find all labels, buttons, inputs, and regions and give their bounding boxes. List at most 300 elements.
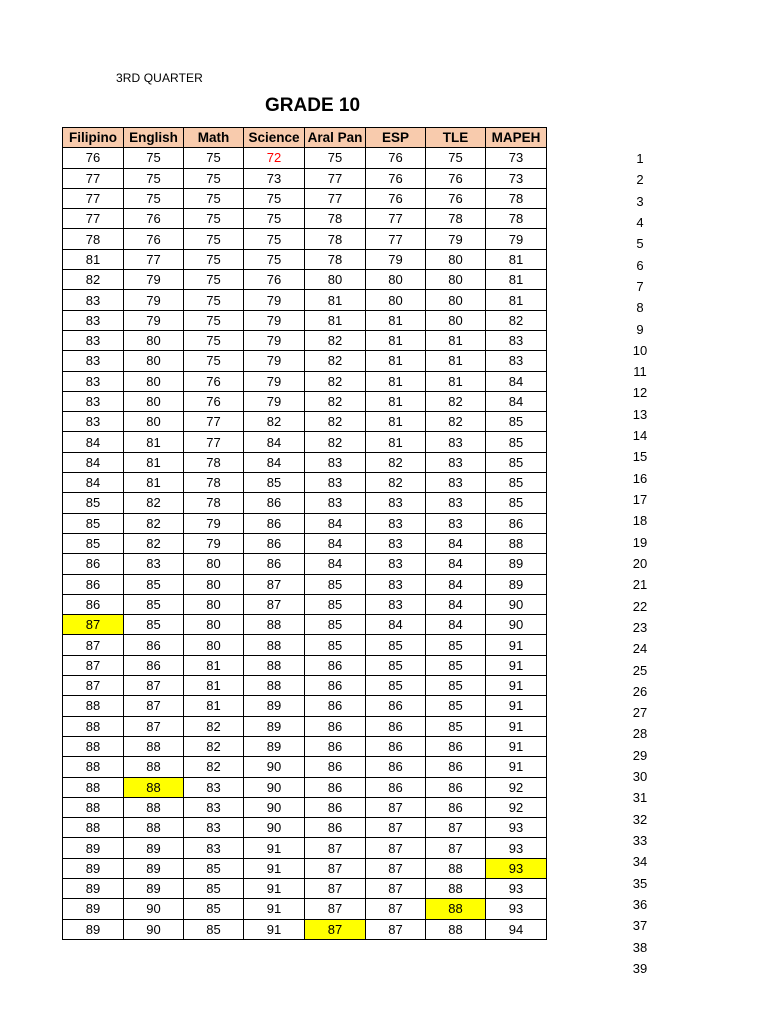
table-cell: 87 — [63, 676, 124, 696]
table-cell: 93 — [486, 899, 547, 919]
table-cell: 79 — [366, 249, 426, 269]
table-row — [63, 513, 547, 533]
table-cell: 86 — [366, 696, 426, 716]
table-cell: 78 — [305, 209, 366, 229]
table-cell: 83 — [366, 533, 426, 553]
table-row — [63, 249, 547, 269]
table-cell: 86 — [305, 655, 366, 675]
table-cell: 76 — [366, 148, 426, 168]
table-cell: 79 — [124, 270, 184, 290]
table-cell: 91 — [486, 757, 547, 777]
column-header: TLE — [426, 128, 486, 148]
table-cell: 92 — [486, 777, 547, 797]
table-cell: 88 — [63, 716, 124, 736]
table-cell: 85 — [426, 696, 486, 716]
table-cell: 75 — [184, 270, 244, 290]
table-cell: 80 — [426, 310, 486, 330]
table-cell: 85 — [366, 676, 426, 696]
table-cell: 81 — [366, 391, 426, 411]
row-number: 16 — [632, 470, 648, 486]
row-number: 11 — [633, 364, 647, 380]
table-cell: 75 — [244, 229, 305, 249]
row-number: 23 — [632, 619, 648, 635]
table-cell: 83 — [366, 594, 426, 614]
table-cell: 75 — [244, 249, 305, 269]
table-cell: 88 — [486, 533, 547, 553]
row-number: 7 — [636, 278, 644, 294]
table-body — [63, 148, 547, 940]
table-row — [63, 574, 547, 594]
table-cell: 82 — [366, 473, 426, 493]
row-number: 25 — [632, 662, 648, 678]
row-number: 38 — [632, 939, 648, 955]
table-cell: 77 — [184, 432, 244, 452]
table-cell: 80 — [366, 290, 426, 310]
table-cell: 83 — [426, 432, 486, 452]
row-number: 13 — [632, 406, 648, 422]
table-cell: 86 — [305, 696, 366, 716]
table-cell: 86 — [305, 777, 366, 797]
table-cell: 91 — [486, 736, 547, 756]
table-cell: 85 — [486, 432, 547, 452]
table-cell: 82 — [184, 716, 244, 736]
row-number: 14 — [632, 428, 648, 444]
table-cell: 86 — [244, 554, 305, 574]
table-cell: 87 — [366, 878, 426, 898]
row-number: 21 — [632, 577, 648, 593]
table-cell: 81 — [124, 432, 184, 452]
table-cell: 79 — [244, 351, 305, 371]
table-cell: 83 — [63, 351, 124, 371]
table-cell: 83 — [305, 452, 366, 472]
table-cell: 83 — [486, 351, 547, 371]
table-cell: 82 — [184, 757, 244, 777]
table-cell: 85 — [305, 594, 366, 614]
table-cell: 85 — [184, 919, 244, 939]
table-cell: 84 — [426, 574, 486, 594]
table-cell: 87 — [426, 838, 486, 858]
table-cell: 83 — [426, 513, 486, 533]
table-cell: 82 — [244, 412, 305, 432]
table-cell: 79 — [184, 513, 244, 533]
table-row — [63, 615, 547, 635]
table-cell: 77 — [124, 249, 184, 269]
table-cell: 77 — [305, 188, 366, 208]
page-title: GRADE 10 — [265, 95, 361, 116]
table-cell: 75 — [184, 310, 244, 330]
table-row — [63, 270, 547, 290]
table-row — [63, 757, 547, 777]
table-cell: 75 — [184, 209, 244, 229]
column-header: Science — [244, 128, 305, 148]
table-cell: 85 — [63, 493, 124, 513]
table-cell: 83 — [63, 330, 124, 350]
table-cell: 93 — [486, 878, 547, 898]
table-cell: 83 — [426, 473, 486, 493]
table-cell: 84 — [486, 371, 547, 391]
table-row — [63, 371, 547, 391]
table-cell: 73 — [486, 168, 547, 188]
table-cell: 75 — [244, 188, 305, 208]
table-row — [63, 797, 547, 817]
row-number: 2 — [636, 172, 644, 188]
table-cell: 78 — [305, 229, 366, 249]
table-cell: 88 — [244, 635, 305, 655]
table-cell: 81 — [124, 452, 184, 472]
table-cell: 84 — [305, 533, 366, 553]
table-header-row — [63, 128, 547, 148]
table-cell: 84 — [244, 452, 305, 472]
table-cell: 75 — [426, 148, 486, 168]
table-cell: 75 — [184, 330, 244, 350]
table-cell: 86 — [426, 736, 486, 756]
row-number: 22 — [632, 598, 648, 614]
table-cell: 85 — [184, 899, 244, 919]
table-cell: 83 — [124, 554, 184, 574]
table-cell: 80 — [426, 290, 486, 310]
table-cell: 85 — [184, 858, 244, 878]
table-row — [63, 188, 547, 208]
table-cell: 83 — [63, 310, 124, 330]
table-cell: 82 — [124, 533, 184, 553]
table-cell: 86 — [63, 594, 124, 614]
table-row — [63, 148, 547, 168]
column-header: Math — [184, 128, 244, 148]
table-cell: 80 — [124, 330, 184, 350]
table-cell: 85 — [426, 655, 486, 675]
table-cell: 80 — [184, 635, 244, 655]
row-number: 30 — [632, 769, 648, 785]
table-cell: 88 — [124, 797, 184, 817]
table-cell: 85 — [124, 615, 184, 635]
table-cell: 88 — [426, 858, 486, 878]
table-cell: 75 — [124, 188, 184, 208]
table-cell: 88 — [63, 777, 124, 797]
table-cell: 77 — [63, 168, 124, 188]
table-cell: 80 — [184, 615, 244, 635]
table-cell: 88 — [124, 757, 184, 777]
table-cell: 81 — [366, 310, 426, 330]
table-cell: 87 — [305, 899, 366, 919]
table-cell: 82 — [124, 513, 184, 533]
table-cell: 91 — [486, 676, 547, 696]
table-cell: 88 — [124, 777, 184, 797]
table-row — [63, 391, 547, 411]
table-cell: 82 — [305, 371, 366, 391]
table-row — [63, 635, 547, 655]
table-cell: 82 — [426, 391, 486, 411]
table-cell: 91 — [486, 716, 547, 736]
table-row — [63, 838, 547, 858]
quarter-label: 3RD QUARTER — [116, 71, 203, 85]
table-cell: 76 — [184, 391, 244, 411]
table-cell: 76 — [184, 371, 244, 391]
table-cell: 86 — [426, 777, 486, 797]
table-row — [63, 452, 547, 472]
table-cell: 82 — [63, 270, 124, 290]
table-row — [63, 412, 547, 432]
table-row — [63, 736, 547, 756]
table-cell: 81 — [184, 655, 244, 675]
table-cell: 76 — [124, 209, 184, 229]
table-cell: 81 — [426, 351, 486, 371]
table-cell: 83 — [366, 554, 426, 574]
row-number: 3 — [636, 193, 644, 209]
table-cell: 89 — [124, 838, 184, 858]
table-cell: 89 — [486, 574, 547, 594]
table-cell: 79 — [244, 310, 305, 330]
table-cell: 80 — [124, 371, 184, 391]
table-cell: 81 — [63, 249, 124, 269]
table-cell: 81 — [184, 696, 244, 716]
table-cell: 85 — [124, 594, 184, 614]
table-cell: 87 — [366, 838, 426, 858]
table-cell: 88 — [426, 878, 486, 898]
table-cell: 83 — [305, 473, 366, 493]
row-number: 18 — [632, 513, 648, 529]
table-cell: 88 — [426, 919, 486, 939]
table-cell: 93 — [486, 818, 547, 838]
table-cell: 80 — [305, 270, 366, 290]
table-cell: 86 — [124, 655, 184, 675]
table-cell: 83 — [63, 290, 124, 310]
row-number: 1 — [636, 151, 644, 166]
table-cell: 76 — [244, 270, 305, 290]
table-cell: 91 — [486, 655, 547, 675]
row-number: 37 — [632, 918, 648, 934]
table-cell: 73 — [486, 148, 547, 168]
table-cell: 91 — [244, 899, 305, 919]
table-cell: 87 — [366, 858, 426, 878]
row-number: 9 — [636, 321, 644, 337]
table-cell: 80 — [124, 351, 184, 371]
table-cell: 87 — [124, 696, 184, 716]
table-cell: 81 — [366, 351, 426, 371]
table-cell: 81 — [486, 249, 547, 269]
table-cell: 75 — [184, 148, 244, 168]
table-cell: 75 — [124, 148, 184, 168]
table-row — [63, 594, 547, 614]
row-number: 6 — [636, 257, 644, 273]
table-cell: 78 — [184, 493, 244, 513]
table-cell: 85 — [305, 615, 366, 635]
table-cell: 86 — [305, 736, 366, 756]
row-number: 8 — [636, 300, 644, 316]
row-number: 10 — [632, 342, 648, 358]
table-cell: 83 — [366, 574, 426, 594]
column-header: Filipino — [63, 128, 124, 148]
table-cell: 72 — [244, 148, 305, 168]
table-cell: 76 — [366, 168, 426, 188]
table-cell: 88 — [124, 736, 184, 756]
table-cell: 85 — [486, 452, 547, 472]
table-row — [63, 290, 547, 310]
table-cell: 87 — [244, 574, 305, 594]
table-cell: 75 — [124, 168, 184, 188]
table-cell: 85 — [305, 574, 366, 594]
table-cell: 90 — [486, 615, 547, 635]
table-cell: 85 — [426, 676, 486, 696]
table-row — [63, 554, 547, 574]
table-row — [63, 493, 547, 513]
table-cell: 80 — [184, 554, 244, 574]
table-cell: 77 — [366, 229, 426, 249]
table-cell: 88 — [426, 899, 486, 919]
table-cell: 93 — [486, 858, 547, 878]
table-cell: 75 — [184, 188, 244, 208]
table-cell: 91 — [486, 696, 547, 716]
table-cell: 77 — [305, 168, 366, 188]
table-cell: 86 — [305, 797, 366, 817]
table-cell: 83 — [184, 818, 244, 838]
table-cell: 81 — [426, 330, 486, 350]
table-cell: 89 — [63, 878, 124, 898]
table-cell: 86 — [426, 757, 486, 777]
table-cell: 81 — [305, 310, 366, 330]
table-cell: 75 — [184, 249, 244, 269]
table-row — [63, 899, 547, 919]
table-cell: 81 — [366, 412, 426, 432]
table-cell: 83 — [63, 391, 124, 411]
table-cell: 90 — [486, 594, 547, 614]
table-row — [63, 473, 547, 493]
table-cell: 85 — [366, 655, 426, 675]
table-cell: 87 — [63, 635, 124, 655]
row-number: 35 — [632, 875, 648, 891]
table-cell: 78 — [184, 452, 244, 472]
table-cell: 86 — [63, 554, 124, 574]
table-cell: 90 — [244, 818, 305, 838]
table-cell: 82 — [305, 351, 366, 371]
table-cell: 86 — [124, 635, 184, 655]
table-row — [63, 676, 547, 696]
table-cell: 77 — [63, 209, 124, 229]
table-cell: 84 — [426, 615, 486, 635]
table-row — [63, 818, 547, 838]
table-cell: 83 — [486, 330, 547, 350]
table-cell: 78 — [63, 229, 124, 249]
table-cell: 75 — [184, 168, 244, 188]
row-number: 33 — [632, 833, 648, 848]
table-cell: 80 — [426, 270, 486, 290]
table-cell: 82 — [305, 330, 366, 350]
table-cell: 89 — [124, 858, 184, 878]
table-cell: 83 — [366, 513, 426, 533]
table-cell: 89 — [63, 919, 124, 939]
table-cell: 85 — [486, 493, 547, 513]
table-cell: 87 — [305, 838, 366, 858]
table-cell: 79 — [244, 290, 305, 310]
table-cell: 76 — [63, 148, 124, 168]
table-cell: 85 — [63, 513, 124, 533]
table-cell: 78 — [184, 473, 244, 493]
row-number-column — [618, 148, 662, 979]
row-number: 31 — [632, 790, 648, 806]
table-cell: 78 — [486, 188, 547, 208]
table-cell: 84 — [244, 432, 305, 452]
row-number: 27 — [632, 705, 648, 721]
table-cell: 91 — [486, 635, 547, 655]
row-number: 34 — [632, 854, 648, 870]
table-cell: 86 — [305, 757, 366, 777]
table-cell: 79 — [124, 290, 184, 310]
table-cell: 84 — [305, 554, 366, 574]
table-cell: 87 — [305, 878, 366, 898]
table-cell: 89 — [244, 736, 305, 756]
table-cell: 82 — [184, 736, 244, 756]
table-row — [63, 533, 547, 553]
column-header: English — [124, 128, 184, 148]
table-cell: 76 — [426, 188, 486, 208]
table-cell: 85 — [486, 412, 547, 432]
row-number: 36 — [632, 896, 648, 912]
table-cell: 88 — [63, 818, 124, 838]
table-cell: 85 — [486, 473, 547, 493]
table-row — [63, 229, 547, 249]
table-cell: 81 — [184, 676, 244, 696]
table-cell: 82 — [124, 493, 184, 513]
table-cell: 85 — [63, 533, 124, 553]
table-cell: 79 — [184, 533, 244, 553]
table-cell: 81 — [426, 371, 486, 391]
table-cell: 84 — [305, 513, 366, 533]
table-cell: 88 — [124, 818, 184, 838]
table-cell: 86 — [244, 533, 305, 553]
table-cell: 82 — [305, 391, 366, 411]
table-cell: 94 — [486, 919, 547, 939]
row-number: 15 — [632, 449, 648, 465]
table-cell: 90 — [124, 919, 184, 939]
table-cell: 82 — [305, 432, 366, 452]
table-cell: 76 — [124, 229, 184, 249]
table-cell: 91 — [244, 878, 305, 898]
table-cell: 87 — [366, 797, 426, 817]
table-cell: 86 — [305, 716, 366, 736]
table-cell: 83 — [63, 371, 124, 391]
table-cell: 84 — [426, 594, 486, 614]
table-cell: 87 — [244, 594, 305, 614]
table-row — [63, 351, 547, 371]
column-header: ESP — [366, 128, 426, 148]
table-cell: 88 — [63, 797, 124, 817]
table-cell: 75 — [184, 229, 244, 249]
table-cell: 87 — [366, 919, 426, 939]
table-cell: 76 — [366, 188, 426, 208]
table-cell: 84 — [426, 554, 486, 574]
table-row — [63, 310, 547, 330]
table-cell: 80 — [366, 270, 426, 290]
table-cell: 85 — [426, 635, 486, 655]
row-number: 12 — [632, 385, 648, 401]
table-cell: 82 — [426, 412, 486, 432]
row-number: 19 — [632, 534, 648, 550]
table-cell: 90 — [244, 797, 305, 817]
table-cell: 87 — [366, 818, 426, 838]
table-cell: 78 — [486, 209, 547, 229]
table-row — [63, 858, 547, 878]
table-cell: 84 — [366, 615, 426, 635]
table-row — [63, 878, 547, 898]
table-cell: 86 — [63, 574, 124, 594]
table-cell: 83 — [305, 493, 366, 513]
table-cell: 83 — [184, 777, 244, 797]
table-cell: 85 — [184, 878, 244, 898]
table-cell: 85 — [244, 473, 305, 493]
table-cell: 78 — [305, 249, 366, 269]
table-cell: 79 — [486, 229, 547, 249]
table-cell: 84 — [63, 432, 124, 452]
table-cell: 89 — [486, 554, 547, 574]
